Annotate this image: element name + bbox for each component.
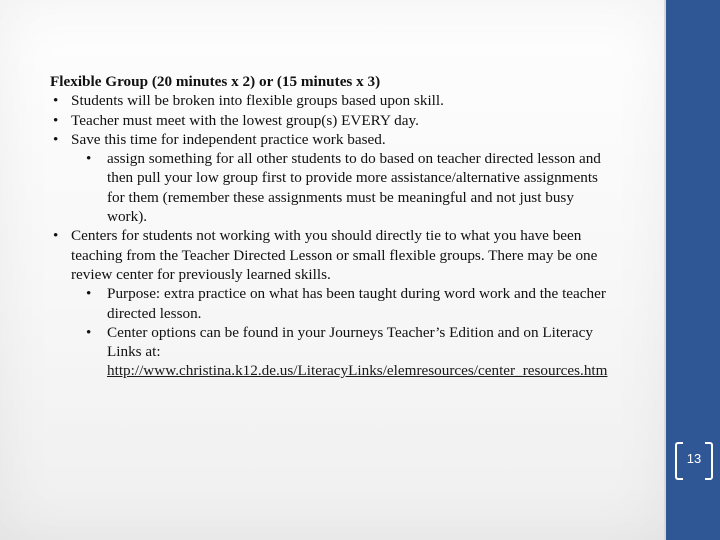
sub-bullet-icon: • xyxy=(86,150,92,168)
bullet-item xyxy=(50,111,610,130)
bullet-list xyxy=(50,91,610,380)
bullet-item xyxy=(50,130,610,226)
sub-bullet-list xyxy=(71,284,610,380)
sub-bullet-item xyxy=(71,149,610,226)
bullet-item xyxy=(50,91,610,110)
page-number: 13 xyxy=(686,451,702,466)
slide-content xyxy=(50,72,610,381)
bullet-text: Teacher must meet with the lowest group(s) EVERY day. xyxy=(71,111,419,129)
bullet-text: Students will be broken into flexible groups based upon skill. xyxy=(71,92,444,110)
bullet-icon: • xyxy=(53,92,59,110)
bullet-text: Save this time for independent practice work based. xyxy=(71,130,386,148)
page-number-badge xyxy=(675,442,713,478)
bullet-icon: • xyxy=(53,130,59,148)
bullet-icon: • xyxy=(53,111,59,129)
sub-bullet-item xyxy=(71,323,610,381)
slide-title: Flexible Group (20 minutes x 2) or (15 minutes x 3) xyxy=(50,73,381,90)
sub-bullet-text: assign something for all other students to do based on teacher directed lesson and then pull your low group first to provide more assistance/alternative assignments for them (remember these assignments must be meaningful and not just busy work). xyxy=(107,150,601,226)
sub-bullet-icon: • xyxy=(86,285,92,303)
bullet-item xyxy=(50,226,610,380)
sub-bullet-text: Purpose: extra practice on what has been taught during word work and the teacher directed lesson. xyxy=(107,285,606,322)
literacy-links-url[interactable]: http://www.christina.k12.de.us/LiteracyLinks/elemresources/center_resources.htm xyxy=(107,362,608,380)
bullet-icon: • xyxy=(53,227,59,245)
sub-bullet-icon: • xyxy=(86,323,92,341)
bullet-text: Centers for students not working with you should directly tie to what you have been teaching from the Teacher Directed Lesson or small flexible groups. There may be one review center for previously learned skills. xyxy=(71,227,598,283)
sub-bullet-text: Center options can be found in your Journeys Teacher’s Edition and on Literacy Links at: xyxy=(107,323,593,361)
sub-bullet-list xyxy=(71,149,610,226)
sub-bullet-item xyxy=(71,284,610,323)
